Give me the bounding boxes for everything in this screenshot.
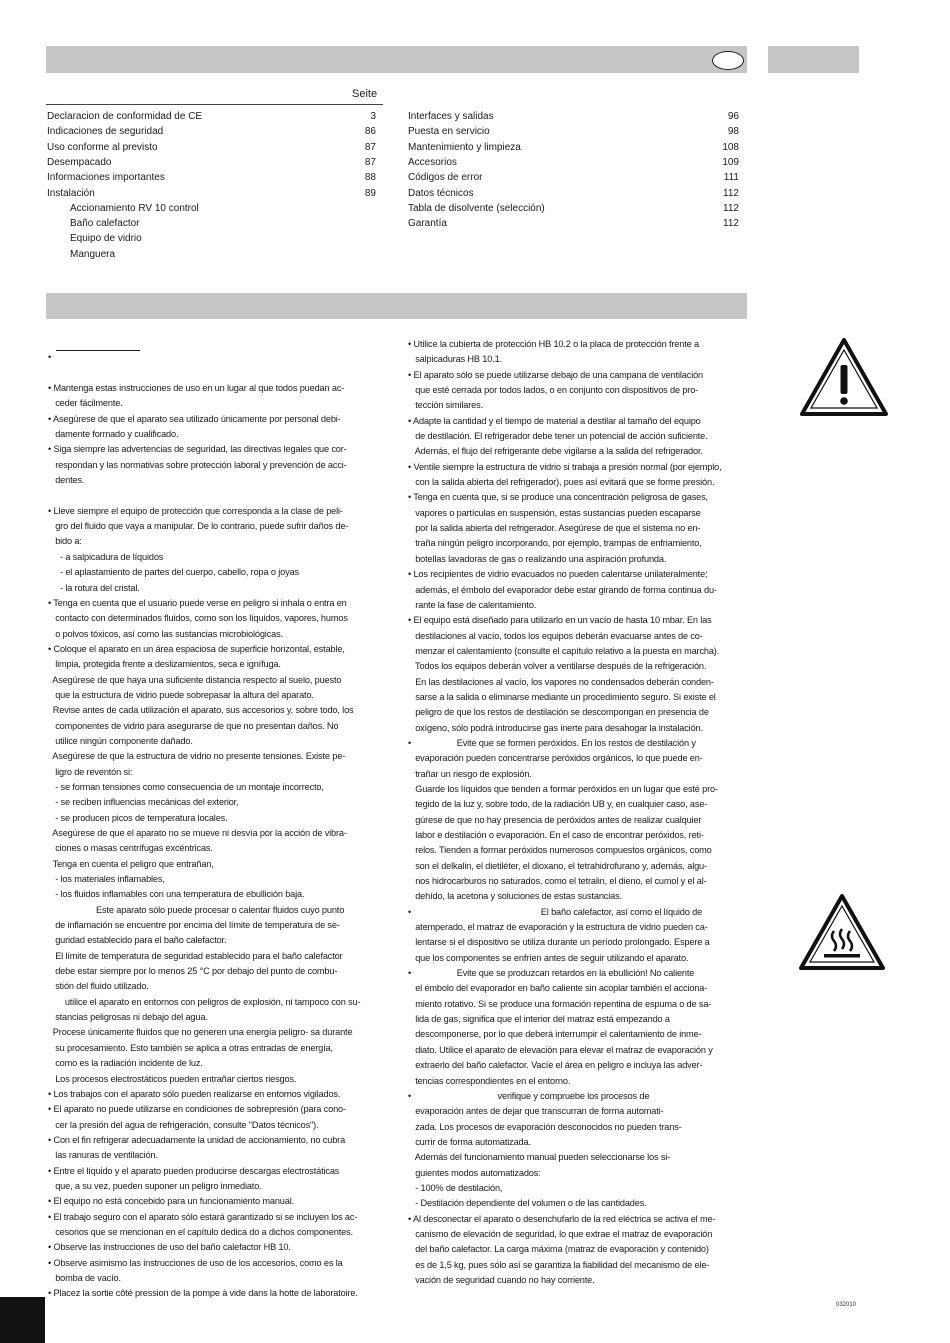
toc-rule — [46, 104, 383, 105]
text-line: • El aparato sólo se puede utilizarse debajo de una campana de ventilación — [408, 369, 703, 380]
toc-left-row[interactable] — [70, 247, 376, 262]
toc-right-row[interactable] — [408, 186, 739, 201]
text-line: • Placez la sortie côté pression de la pompe à vide dans la hotte de laboratoire. — [48, 1288, 358, 1299]
text-line — [48, 488, 388, 503]
text-line: • Siga siempre las advertencias de seguridad, las directivas legales que cor- — [48, 444, 347, 455]
toc-left-label: Manguera — [70, 248, 116, 260]
text-line: • verifique y compruebe los procesos de — [408, 1090, 650, 1101]
toc-left-label: Informaciones importantes — [47, 172, 165, 184]
text-line: • Mantenga estas instrucciones de uso en un lugar al que todos puedan ac- — [48, 383, 345, 394]
text-line: limpia, protegida frente a deslizamientos, seca e ignífuga. — [48, 659, 281, 670]
text-line: • El aparato no puede utilizarse en condiciones de sobrepresión (para cono- — [48, 1104, 346, 1115]
text-line: Además del funcionamiento manual pueden seleccionarse los si- — [408, 1152, 671, 1163]
text-line: del baño calefactor. La carga máxima (matraz de evaporación y contenido) — [408, 1244, 709, 1255]
toc-right-row[interactable] — [408, 170, 739, 185]
text-line: además, el émbolo del evaporador debe estar girando de forma continua du- — [408, 584, 717, 595]
toc-right-label: Códigos de error — [408, 172, 483, 184]
text-line: Este aparato sólo puede procesar o calentar fluidos cuyo punto — [48, 904, 345, 915]
text-line: canismo de elevación de seguridad, lo que extrae el matraz de evaporación — [408, 1228, 713, 1239]
text-line: - a salpicadura de líquidos — [48, 551, 164, 562]
toc-right-label: Mantenimiento y limpieza — [408, 141, 521, 153]
text-line: extraerlo del baño calefactor. Vacíe el área en peligro e incluya las adver- — [408, 1060, 703, 1071]
text-line: traña ningún peligro incorporando, por ejemplo, trampas de enfriamiento, — [408, 538, 702, 549]
text-line: Además, el flujo del refrigerante debe vigilarse a la salida del refrigerador. — [408, 446, 703, 457]
text-line: En las destilaciones al vacío, los vapores no condensados deberán conden- — [408, 676, 714, 687]
text-line: las ranuras de ventilación. — [48, 1150, 158, 1161]
text-line: respondan y las normativas sobre protección laboral y prevención de acci- — [48, 459, 347, 470]
toc-right-label: Interfaces y salidas — [408, 111, 494, 122]
toc-right-row[interactable] — [408, 109, 739, 124]
text-line: • Adapte la cantidad y el tiempo de material a destilar al tamaño del equipo — [408, 415, 701, 426]
text-line: • Tenga en cuenta que, si se produce una concentración peligrosa de gases, — [408, 492, 708, 503]
text-line: es de 1,5 kg, pues sólo así se garantiza la fiabilidad del mecanismo de ele- — [408, 1259, 710, 1270]
toc-left-row[interactable] — [47, 124, 376, 139]
text-line: - la rotura del cristal. — [48, 582, 140, 593]
text-line: gro del fluido que vaya a manipular. De lo contrario, puede sufrir daños de- — [48, 521, 349, 532]
text-line: evaporación pueden concentrarse peróxidos orgánicos, lo que puede en- — [408, 753, 703, 764]
toc-right-page: 112 — [723, 187, 739, 199]
toc-right-page: 112 — [723, 218, 739, 230]
text-line: de destilación. El refrigerador debe tener un potencial de acción suficiente. — [408, 431, 708, 442]
toc-left-row[interactable] — [47, 170, 376, 185]
text-line: • Los trabajos con el aparato sólo pueden realizarse en entornos vigilados. — [48, 1088, 341, 1099]
text-line: El límite de temperatura de seguridad establecido para el baño calefactor — [48, 950, 343, 961]
text-line: stión del fluido utilizado. — [48, 981, 149, 992]
toc-right-page: 111 — [723, 172, 739, 184]
text-line: • Utilice la cubierta de protección HB 10.2 o la placa de protección frente a — [408, 339, 699, 349]
text-line: Revise antes de cada utilización el aparato, sus accesorios y, sobre todo, los — [48, 705, 354, 716]
text-line: - se reciben influencias mecánicas del exterior, — [48, 797, 239, 808]
text-line: • Evite que se formen peróxidos. En los restos de destilación y — [408, 737, 696, 748]
text-line: gúrese de que no hay presencia de peróxidos antes de realizar cualquier — [408, 814, 702, 825]
header-bar — [46, 46, 747, 73]
toc-left-row[interactable] — [47, 155, 376, 170]
text-line: • — [48, 352, 52, 363]
text-line: utilice el aparato en entornos con peligros de explosión, ni tampoco con su- — [48, 996, 361, 1007]
text-line: - los fluidos inflamables con una temperatura de ebullición baja. — [48, 889, 305, 900]
text-line: diato. Utilice el aparato de elevación para elevar el matraz de evaporación y — [408, 1044, 713, 1055]
text-line: son el delkalin, el dietiléter, el dioxano, el tetrahidrofurano y, además, algu- — [408, 860, 707, 871]
text-line: • Observe asimismo las instrucciones de uso de los accesorios, como es la — [48, 1257, 343, 1268]
text-line: rante la fase de calentamiento. — [408, 599, 537, 610]
text-line: • Ventile siempre la estructura de vidrio si trabaja a presión normal (por ejemplo, — [408, 461, 722, 472]
text-line: Tenga en cuenta el peligro que entrañan, — [48, 858, 214, 869]
toc-right-label: Puesta en servicio — [408, 126, 490, 138]
text-line: • Los recipientes de vidrio evacuados no pueden calentarse unilateralmente; — [408, 569, 708, 580]
text-line: utilice ningún componente dañado. — [48, 735, 193, 746]
text-line: destilaciones al vacío, todos los equipos deberán evacuarse antes de co- — [408, 630, 703, 641]
text-line: que la estructura de vidrio puede sobrepasar la altura del aparato. — [48, 689, 314, 700]
toc-right-row[interactable] — [408, 216, 739, 231]
toc-left-label: Accionamiento RV 10 control — [70, 202, 199, 214]
toc-left-page: 87 — [364, 141, 376, 153]
text-line: • Al desconectar el aparato o desenchufarlo de la red eléctrica se activa el me- — [408, 1213, 716, 1224]
toc-left-row[interactable] — [47, 140, 376, 155]
text-line: nos hidrocarburos no saturados, como el tetralin, el dieno, el cumol y el al- — [408, 876, 707, 887]
text-line: • El equipo no está concebido para un funcionamiento manual. — [48, 1196, 295, 1207]
toc-right-page: 109 — [722, 156, 739, 168]
text-line — [48, 335, 388, 350]
text-line: • Observe las instrucciones de uso del baño calefactor HB 10. — [48, 1242, 291, 1253]
text-line: bomba de vacío. — [48, 1272, 121, 1283]
text-line: guridad establecido para el baño calefactor. — [48, 935, 227, 946]
text-line: miento rotativo. Si se produce una formación repentina de espuma o de sa- — [408, 998, 712, 1009]
text-line: salpicaduras HB 10.1. — [408, 354, 502, 365]
toc-left-row[interactable] — [70, 231, 376, 246]
text-line: • El equipo está diseñado para utilizarlo en un vacío de hasta 10 mbar. En las — [408, 615, 712, 626]
toc-right-row[interactable] — [408, 124, 739, 139]
toc-left-page: 87 — [364, 156, 376, 168]
text-line: lida de gas, significa que el interior del matraz está empezando a — [408, 1014, 670, 1025]
toc-left-label: Uso conforme al previsto — [47, 141, 158, 153]
text-line: sarse a la salida o eliminarse mediante un procedimiento seguro. Si existe el — [408, 691, 716, 702]
text-line: guientes modos automatizados: — [408, 1167, 541, 1178]
text-line: currir de forma automatizada. — [408, 1136, 531, 1147]
text-line: Guarde los líquidos que tienden a formar peróxidos en un lugar que esté pro- — [408, 783, 718, 794]
text-line: peligro de que los restos de destilación se descompongan en presencia de — [408, 707, 709, 718]
text-line: cer la presión del agua de refrigeración, consulte "Datos técnicos"). — [48, 1119, 319, 1130]
text-line: que esté cerrada por todos lados, o en conjunto con dispositivos de pro- — [408, 385, 699, 396]
text-line: el émbolo del evaporador en baño caliente sin acoplar también el acciona- — [408, 983, 708, 994]
text-line: • Asegúrese de que el aparato sea utilizado únicamente por personal debi- — [48, 413, 341, 424]
hot-surface-icon — [798, 893, 886, 971]
footer-code: 032010 — [836, 1302, 857, 1308]
toc-right-row[interactable] — [408, 140, 739, 155]
toc-right-label: Accesorios — [408, 156, 457, 168]
text-line: que los componentes se enfríen antes de seguir utilizando el aparato. — [408, 952, 689, 963]
text-line — [48, 366, 388, 381]
text-line: lentarse si el dispositivo se utiliza durante un período prolongado. Espere a — [408, 937, 710, 948]
text-line: cesorios que se mencionan en el capítulo dedica do a dichos componentes. — [48, 1226, 353, 1237]
text-line: Los procesos electrostáticos pueden entrañar ciertos riesgos. — [48, 1073, 297, 1084]
text-line: menzar el calentamiento (consulte el capítulo relativo a la puesta en marcha). — [408, 645, 720, 656]
toc-left-page: 3 — [370, 111, 376, 122]
toc-left-row[interactable] — [47, 186, 376, 201]
text-line: tencias correspondientes en el entorno. — [408, 1075, 571, 1086]
toc-left-label: Desempacado — [47, 156, 112, 168]
text-line: stancias peligrosas ni debajo del agua. — [48, 1012, 208, 1023]
text-line: por la salida abierta del refrigerador. Asegúrese de que el sistema no en- — [408, 523, 701, 534]
toc-left-page: 86 — [364, 126, 376, 138]
text-line: relos. Tienden a formar peróxidos numerosos compuestos orgánicos, como — [408, 845, 712, 856]
text-line: evaporación antes de dejar que transcurran de forma automati- — [408, 1106, 664, 1117]
text-line: • Con el fin refrigerar adecuadamente la unidad de accionamiento, no cubra — [48, 1134, 346, 1145]
text-line: • Tenga en cuenta que el usuario puede verse en peligro si inhala o entra en — [48, 597, 347, 608]
text-line: tegido de la luz y, sobre todo, de la radiación UB y, en cualquier caso, ase- — [408, 799, 708, 810]
toc-right-label: Datos técnicos — [408, 187, 474, 199]
text-line: componentes de vidrio para asegurarse de que no presentan daños. No — [48, 720, 339, 731]
text-line: descomponerse, por lo que deberá interrumpir el calentamiento de inme- — [408, 1029, 702, 1040]
toc-left-label: Baño calefactor — [70, 218, 140, 230]
text-line: contacto con determinados fluidos, como son los líquidos, vapores, humos — [48, 613, 348, 624]
toc-right-row[interactable] — [408, 155, 739, 170]
toc-left-row[interactable] — [70, 216, 376, 231]
text-line: • Evite que se produzcan retardos en la ebullición! No caliente — [408, 968, 695, 979]
left-column — [48, 335, 388, 1302]
text-line: - se forman tensiones como consecuencia de un montaje incorrecto, — [48, 781, 324, 792]
text-line: dentes. — [48, 475, 85, 486]
text-line: bido a: — [48, 536, 82, 547]
text-line: debe estar siempre por lo menos 25 °C por debajo del punto de combu- — [48, 966, 338, 977]
toc-right-page: 112 — [723, 202, 739, 214]
text-line: - 100% de destilación, — [408, 1182, 503, 1193]
text-line: ciones o masas centrífugas excéntricas. — [48, 843, 213, 854]
text-line: Asegúrese de que haya una suficiente distancia respecto al suelo, puesto — [48, 674, 342, 685]
text-line: botellas lavadoras de gas o realizando una aspiración profunda. — [408, 553, 667, 564]
toc-left-page: 88 — [364, 172, 376, 184]
toc-left-label: Instalación — [47, 187, 95, 199]
toc-left-row[interactable] — [70, 201, 376, 216]
toc-right-label: Tabla de disolvente (selección) — [408, 202, 545, 214]
text-line: • El trabajo seguro con el aparato sólo estará garantizado si se incluyen los ac- — [48, 1211, 358, 1222]
toc-right-row[interactable] — [408, 201, 739, 216]
text-line: trañar un riesgo de explosión. — [408, 768, 532, 779]
text-line: Todos los equipos deberán volver a ventilarse después de la refrigeración. — [408, 661, 707, 672]
text-line: - el aplastamiento de partes del cuerpo, cabello, ropa o joyas — [48, 567, 299, 578]
toc-left-page: 89 — [364, 187, 376, 199]
text-line: Procese únicamente fluidos que no generen una energía peligro- sa durante — [48, 1027, 353, 1038]
text-line: - Destilación dependiente del volumen o de las cantidades. — [408, 1198, 647, 1209]
toc-right-label: Garantía — [408, 218, 447, 230]
language-badge — [712, 51, 744, 70]
text-line: o polvos tóxicos, así como las sustancias microbiológicas. — [48, 628, 283, 639]
text-line: Asegúrese de que la estructura de vidrio no presente tensiones. Existe pe- — [48, 751, 346, 762]
toc-right-page: 108 — [722, 141, 739, 153]
text-line: de inflamación se encuentre por encima del límite de temperatura de se- — [48, 920, 340, 931]
text-line: tección similares. — [408, 400, 483, 411]
text-line: con la salida abierta del refrigerador), pues así evitará que se forme presión. — [408, 477, 715, 488]
warning-triangle-icon — [799, 337, 889, 417]
toc-left-label: Equipo de vidrio — [70, 233, 142, 245]
text-line: • Coloque el aparato en un área espaciosa de superficie horizontal, estable, — [48, 643, 345, 654]
text-line: vación de seguridad cuando no hay corriente. — [408, 1274, 595, 1285]
toc-right-page: 96 — [727, 111, 739, 122]
text-line: • Entre el líquido y el aparato pueden producirse descargas electrostáticas — [48, 1165, 340, 1176]
text-line: ligro de reventón si: — [48, 766, 133, 777]
toc-left-label: Indicaciones de seguridad — [47, 126, 164, 138]
text-line: vapores o partículas en suspensión, estas sustancias pueden escaparse — [408, 507, 701, 518]
page-tab-marker — [0, 1297, 45, 1343]
text-line: • Lleve siempre el equipo de protección que corresponda a la clase de peli- — [48, 505, 343, 516]
text-line: oxígeno, sólo podrá introducirse gas inerte para desahogar la instalación. — [408, 722, 703, 733]
text-line: dehído, la acetona y soluciones de estas sustancias. — [408, 891, 622, 902]
text-line: labor e destilación o evaporación. En el caso de encontrar peróxidos, reti- — [408, 830, 704, 840]
text-line: que, a su vez, pueden suponer un peligro inmediato. — [48, 1180, 262, 1191]
text-line: atemperado, el matraz de evaporación y la estructura de vidrio pueden ca- — [408, 922, 708, 933]
text-line: Asegúrese de que el aparato no se mueve ni desvía por la acción de vibra- — [48, 828, 347, 838]
toc-header: Seite — [352, 88, 378, 100]
text-line: - se producen picos de temperatura locales. — [48, 812, 228, 823]
text-line: • El baño calefactor, así como el líquido de — [408, 906, 703, 917]
section-bar — [46, 293, 747, 319]
text-line: ceder fácilmente. — [48, 398, 123, 409]
toc-right-page: 98 — [727, 126, 739, 138]
right-column — [408, 337, 753, 1288]
text-line: - los materiales inflamables, — [48, 874, 165, 885]
text-line: su procesamiento. Esto también se aplica a otras entradas de energía, — [48, 1042, 333, 1053]
text-line: zada. Los procesos de evaporación desconocidos no pueden trans- — [408, 1121, 682, 1132]
header-bar-side — [768, 46, 859, 73]
text-line: como es la radiación incidente de luz. — [48, 1058, 203, 1069]
toc-left-row[interactable] — [47, 109, 376, 124]
toc-left-label: Declaracion de conformidad de CE — [47, 111, 203, 122]
text-line: damente formado y cualificado. — [48, 429, 179, 440]
